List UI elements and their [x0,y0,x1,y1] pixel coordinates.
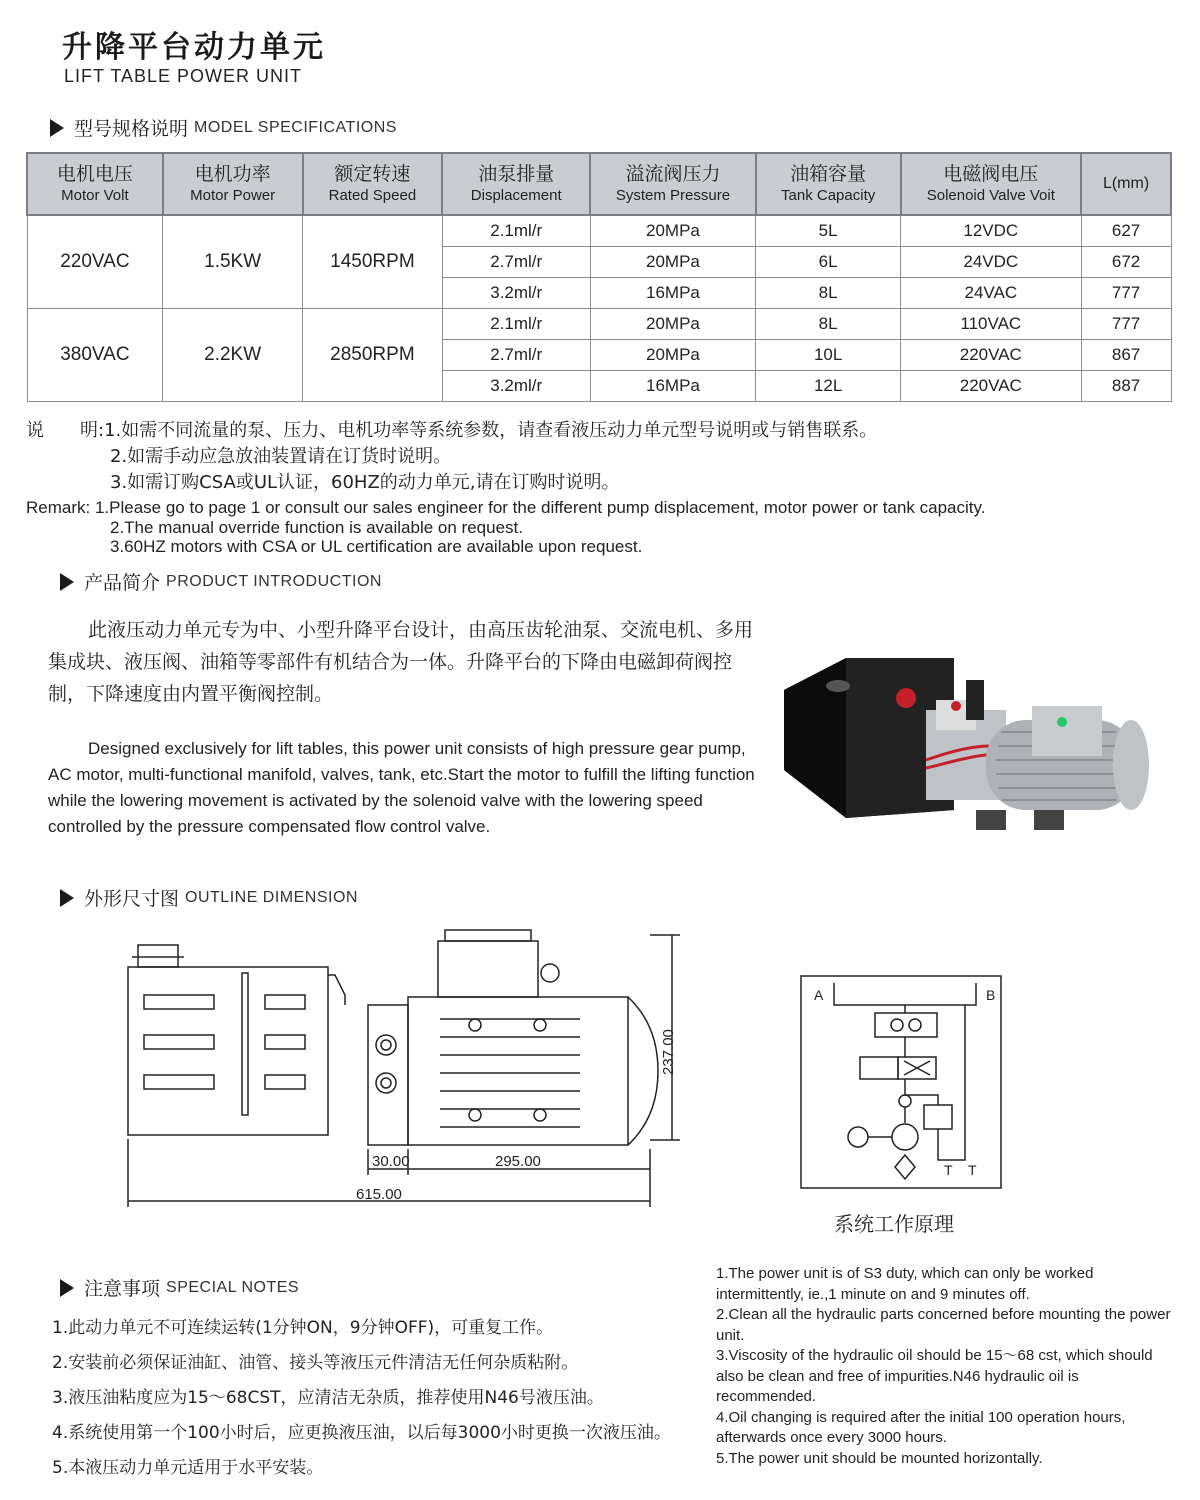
page-title: 升降平台动力单元 [62,30,326,65]
section-heading-en: MODEL SPECIFICATIONS [194,118,397,136]
section-heading-en: SPECIAL NOTES [166,1278,300,1296]
column-header: 电磁阀电压 Solenoid Valve Voit [901,153,1082,215]
list-item: 1.此动力单元不可连续运转(1分钟ON，9分钟OFF)，可重复工作。 [52,1318,554,1338]
section-heading-cn: 外形尺寸图 [84,888,180,910]
section-heading-notes [60,1274,299,1301]
height-dimension-label: 237.00 [660,1029,677,1075]
table-cell: 20MPa [590,215,756,247]
triangle-bullet-icon [50,119,64,137]
notes-cn [52,1313,671,1488]
table-cell: 220VAC [901,371,1082,402]
schematic-caption: 系统工作原理 [834,1212,954,1236]
port-a-label: A [814,987,824,1003]
column-header: 溢流阀压力 System Pressure [590,153,756,215]
list-item: 2.安装前必须保证油缸、油管、接头等液压元件清洁无任何杂质粘附。 [52,1353,579,1373]
hydraulic-schematic [800,975,1004,1193]
list-item: 4.Oil changing is required after the initial 100 operation hours, afterwards once every 3000 hours. [716,1408,1126,1446]
table-cell: 220VAC [901,340,1082,371]
table-cell: 10L [756,340,901,371]
section-heading-intro [60,568,382,595]
list-item: 1.The power unit is of S3 duty, which can only be worked intermittently, ie.,1 minute on and 9 minutes off. [716,1265,1094,1303]
remarks-en [26,498,985,557]
remark-line: 3.如需订购CSA或UL认证，60HZ的动力单元,请在订购时说明。 [110,472,620,493]
remarks-cn [26,418,877,496]
table-cell: 2.1ml/r [442,215,590,247]
remark-line: Remark: 1.Please go to page 1 or consult our sales engineer for the different pump displacement, motor power or tank capacity. [26,498,986,517]
table-cell: 8L [756,309,901,340]
product-photo [776,650,1160,860]
column-header: L(mm) [1081,153,1171,215]
triangle-bullet-icon [60,889,74,907]
table-cell: 777 [1081,309,1171,340]
table-cell: 887 [1081,371,1171,402]
table-cell: 627 [1081,215,1171,247]
section-heading-en: PRODUCT INTRODUCTION [166,572,382,590]
list-item: 4.系统使用第一个100小时后，应更换液压油，以后每3000小时更换一次液压油。 [52,1423,671,1443]
table-header-row [27,153,1171,215]
section-heading-cn: 产品简介 [84,572,161,594]
remark-line: 2.The manual override function is available on request. [110,517,523,537]
column-header: 油箱容量 Tank Capacity [756,153,901,215]
table-cell: 867 [1081,340,1171,371]
table-cell: 3.2ml/r [442,278,590,309]
dim-30-label: 30.00 [372,1153,410,1170]
motor-volt-cell: 220VAC [27,215,163,309]
table-cell: 3.2ml/r [442,371,590,402]
page-subtitle: LIFT TABLE POWER UNIT [64,66,303,86]
table-row [27,309,1171,340]
column-header: 油泵排量 Displacement [442,153,590,215]
table-row [27,215,1171,247]
table-cell: 110VAC [901,309,1082,340]
column-header: 电机电压 Motor Volt [27,153,163,215]
motor-power-cell: 2.2KW [163,309,303,402]
list-item: 2.Clean all the hydraulic parts concerned before mounting the power unit. [716,1306,1171,1344]
rated-speed-cell: 1450RPM [303,215,443,309]
section-heading-outline [60,884,358,911]
table-cell: 12VDC [901,215,1082,247]
table-cell: 12L [756,371,901,402]
table-cell: 20MPa [590,340,756,371]
table-cell: 24VDC [901,247,1082,278]
table-cell: 672 [1081,247,1171,278]
triangle-bullet-icon [60,1279,74,1297]
list-item: 3.液压油粘度应为15～68CST，应清洁无杂质，推荐使用N46号液压油。 [52,1388,604,1408]
notes-en [716,1264,1176,1469]
remark-line: 2.如需手动应急放油装置请在订货时说明。 [110,446,452,467]
remark-line: 说 明:1.如需不同流量的泵、压力、电机功率等系统参数，请查看液压动力单元型号说明或与销售联系。 [26,420,878,441]
section-heading-cn: 注意事项 [84,1278,161,1300]
table-cell: 2.7ml/r [442,247,590,278]
motor-volt-cell: 380VAC [27,309,163,402]
table-cell: 6L [756,247,901,278]
section-heading-en: OUTLINE DIMENSION [185,888,358,906]
column-header: 额定转速 Rated Speed [303,153,443,215]
table-cell: 16MPa [590,371,756,402]
remark-line: 3.60HZ motors with CSA or UL certification are available upon request. [110,537,643,556]
spec-table [26,152,1172,402]
triangle-bullet-icon [60,573,74,591]
intro-paragraph-cn: 此液压动力单元专为中、小型升降平台设计，由高压齿轮油泵、交流电机、多用集成块、液压阀、油箱等零部件有机结合为一体。升降平台的下降由电磁卸荷阀控制，下降速度由内置平衡阀控制。 [48,619,754,705]
table-cell: 2.7ml/r [442,340,590,371]
table-cell: 20MPa [590,247,756,278]
port-b-label: B [986,987,996,1003]
table-cell: 16MPa [590,278,756,309]
tank-port-label: T [944,1162,953,1178]
intro-paragraph-en: Designed exclusively for lift tables, this power unit consists of high pressure gear pump, AC motor, multi-functional manifold, valves, tank, etc.Start the motor to fulfill the lifting function while the lowering movement is activated by the solenoid valve with the lowering speed controlled by the pressure compensated flow control valve. [48,739,755,836]
rated-speed-cell: 2850RPM [303,309,443,402]
motor-power-cell: 1.5KW [163,215,303,309]
table-cell: 20MPa [590,309,756,340]
table-cell: 2.1ml/r [442,309,590,340]
section-heading-specs [50,114,397,141]
table-cell: 777 [1081,278,1171,309]
list-item: 3.Viscosity of the hydraulic oil should be 15～68 cst, which should also be clean and free of impurities.N46 hydraulic oil is recommended. [716,1347,1153,1405]
dim-295-label: 295.00 [495,1153,541,1170]
table-cell: 24VAC [901,278,1082,309]
list-item: 5.本液压动力单元适用于水平安装。 [52,1458,324,1478]
table-cell: 5L [756,215,901,247]
column-header: 电机功率 Motor Power [163,153,303,215]
tank-port-label: T [968,1162,977,1178]
list-item: 5.The power unit should be mounted horizontally. [716,1449,1043,1467]
section-heading-cn: 型号规格说明 [74,118,189,140]
dim-total-label: 615.00 [356,1186,402,1203]
outline-dimension-drawing [110,925,690,1215]
table-cell: 8L [756,278,901,309]
